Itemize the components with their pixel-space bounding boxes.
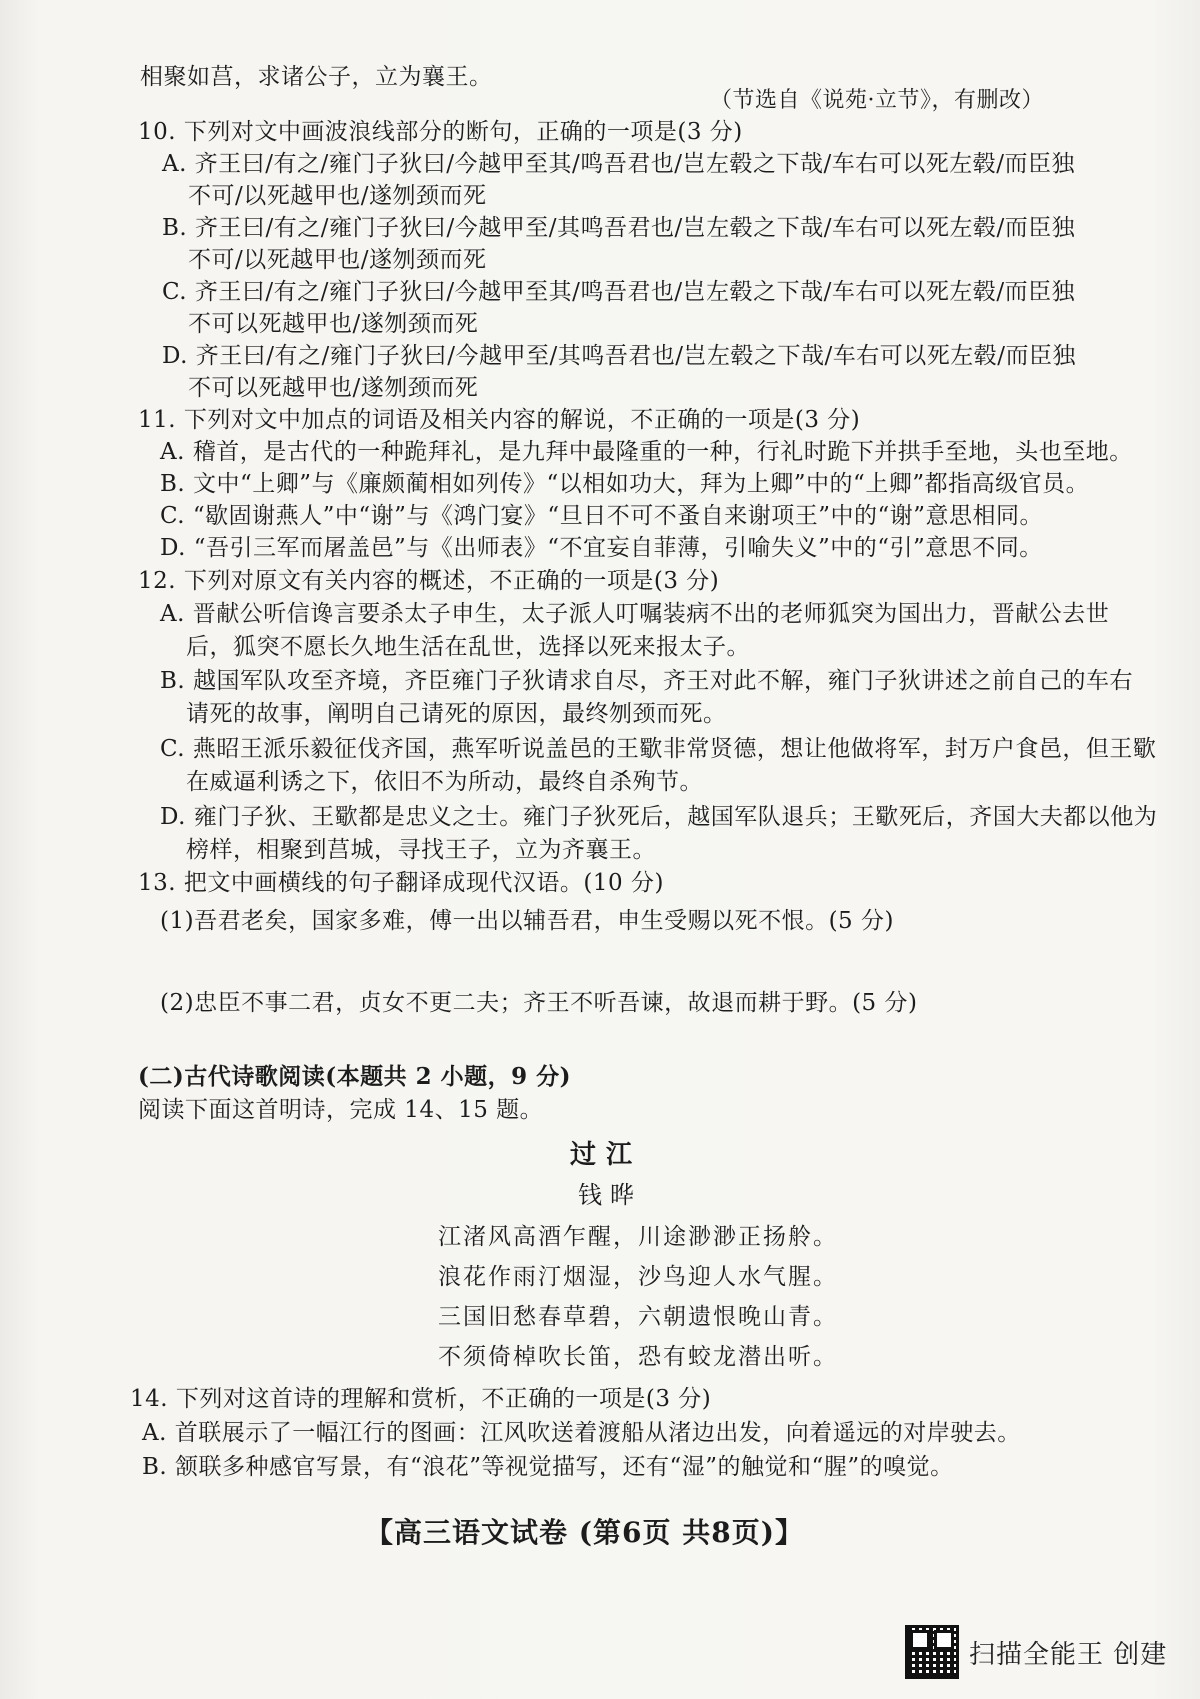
passage-end-line: 相聚如莒，求诸公子，立为襄王。 <box>140 64 493 90</box>
watermark-text: 扫描全能王 创建 <box>969 1639 1168 1670</box>
q12-option-d-line2: 榜样，相聚到莒城，寻找王子，立为齐襄王。 <box>186 837 656 863</box>
q12-option-a-line1: A. 晋献公听信谗言要杀太子申生，太子派人叮嘱装病不出的老师狐突为国出力，晋献公去世 <box>160 601 1110 627</box>
q12-option-a-line2: 后，狐突不愿长久地生活在乱世，选择以死来报太子。 <box>186 634 750 660</box>
q13-sentence-2: (2)忠臣不事二君，贞女不更二夫；齐王不听吾谏，故退而耕于野。(5 分) <box>160 990 918 1016</box>
q12-option-c-line2: 在威逼利诱之下，依旧不为所动，最终自杀殉节。 <box>186 769 703 795</box>
poem-line-1: 江渚风高酒乍醒，川途渺渺正扬舲。 <box>438 1224 838 1250</box>
q12-stem: 12. 下列对原文有关内容的概述，不正确的一项是(3 分) <box>138 568 720 594</box>
source-citation: （节选自《说苑·立节》，有删改） <box>710 88 1044 113</box>
q12-option-d-line1: D. 雍门子狄、王歜都是忠义之士。雍门子狄死后，越国军队退兵；王歜死后，齐国大夫都以他为 <box>160 804 1158 830</box>
q12-option-b-line2: 请死的故事，阐明自己请死的原因，最终刎颈而死。 <box>186 701 727 727</box>
page-footer: 【高三语文试卷 (第6页 共8页)】 <box>365 1516 804 1549</box>
q13-stem: 13. 把文中画横线的句子翻译成现代汉语。(10 分) <box>138 870 664 896</box>
q10-option-a-line2: 不可/以死越甲也/遂刎颈而死 <box>188 183 487 209</box>
q11-option-a: A. 稽首，是古代的一种跪拜礼，是九拜中最隆重的一种，行礼时跪下并拱手至地，头也至地。 <box>160 439 1133 465</box>
q12-option-b-line1: B. 越国军队攻至齐境，齐臣雍门子狄请求自尽，齐王对此不解，雍门子狄讲述之前自己的车右 <box>160 668 1134 694</box>
poem-line-4: 不须倚棹吹长笛，恐有蛟龙潜出听。 <box>438 1344 838 1370</box>
q11-option-c: C. “歇固谢燕人”中“谢”与《鸿门宴》“旦日不可不蚤自来谢项王”中的“谢”意思相同。 <box>160 503 1043 529</box>
poem-line-3: 三国旧愁春草碧，六朝遗恨晚山青。 <box>438 1304 838 1330</box>
poem-line-2: 浪花作雨汀烟湿，沙鸟迎人水气腥。 <box>438 1264 838 1290</box>
q11-option-d: D. “吾引三军而屠盖邑”与《出师表》“不宜妄自菲薄，引喻失义”中的“引”意思不同。 <box>160 535 1043 561</box>
q10-stem: 10. 下列对文中画波浪线部分的断句，正确的一项是(3 分) <box>138 119 743 145</box>
q10-option-c-line1: C. 齐王曰/有之/雍门子狄曰/今越甲至其/鸣吾君也/岂左毂之下哉/车右可以死左毂/而臣独 <box>162 279 1076 305</box>
q10-option-d-line1: D. 齐王曰/有之/雍门子狄曰/今越甲至/其鸣吾君也/岂左毂之下哉/车右可以死左毂/而臣独 <box>162 343 1076 369</box>
section-intro: 阅读下面这首明诗，完成 14、15 题。 <box>138 1097 544 1123</box>
q14-stem: 14. 下列对这首诗的理解和赏析，不正确的一项是(3 分) <box>130 1386 712 1412</box>
q13-sentence-1: (1)吾君老矣，国家多难，傅一出以辅吾君，申生受赐以死不恨。(5 分) <box>160 908 894 934</box>
section-heading: (二)古代诗歌阅读(本题共 2 小题，9 分) <box>138 1063 572 1090</box>
q10-option-b-line1: B. 齐王曰/有之/雍门子狄曰/今越甲至/其鸣吾君也/岂左毂之下哉/车右可以死左毂/而臣独 <box>162 215 1076 241</box>
q14-option-a: A. 首联展示了一幅江行的图画：江风吹送着渡船从渚边出发，向着遥远的对岸驶去。 <box>142 1420 1021 1446</box>
q14-option-b: B. 颔联多种感官写景，有“浪花”等视觉描写，还有“湿”的触觉和“腥”的嗅觉。 <box>142 1454 954 1480</box>
scanner-watermark <box>905 1625 1167 1679</box>
q11-option-b: B. 文中“上卿”与《廉颇蔺相如列传》“以相如功大，拜为上卿”中的“上卿”都指高级官员。 <box>160 471 1090 497</box>
q10-option-c-line2: 不可以死越甲也/遂刎颈而死 <box>188 311 479 337</box>
q10-option-b-line2: 不可/以死越甲也/遂刎颈而死 <box>188 247 487 273</box>
q11-stem: 11. 下列对文中加点的词语及相关内容的解说，不正确的一项是(3 分) <box>138 407 861 433</box>
poem-title: 过江 <box>570 1140 643 1170</box>
q10-option-a-line1: A. 齐王曰/有之/雍门子狄曰/今越甲至其/鸣吾君也/岂左毂之下哉/车右可以死左毂/而臣独 <box>162 151 1075 177</box>
poem-author: 钱晔 <box>578 1181 642 1209</box>
q10-option-d-line2: 不可以死越甲也/遂刎颈而死 <box>188 375 479 401</box>
qr-code-icon <box>905 1625 959 1679</box>
q12-option-c-line1: C. 燕昭王派乐毅征伐齐国，燕军听说盖邑的王歜非常贤德，想让他做将军，封万户食邑，但王歜 <box>160 736 1157 762</box>
